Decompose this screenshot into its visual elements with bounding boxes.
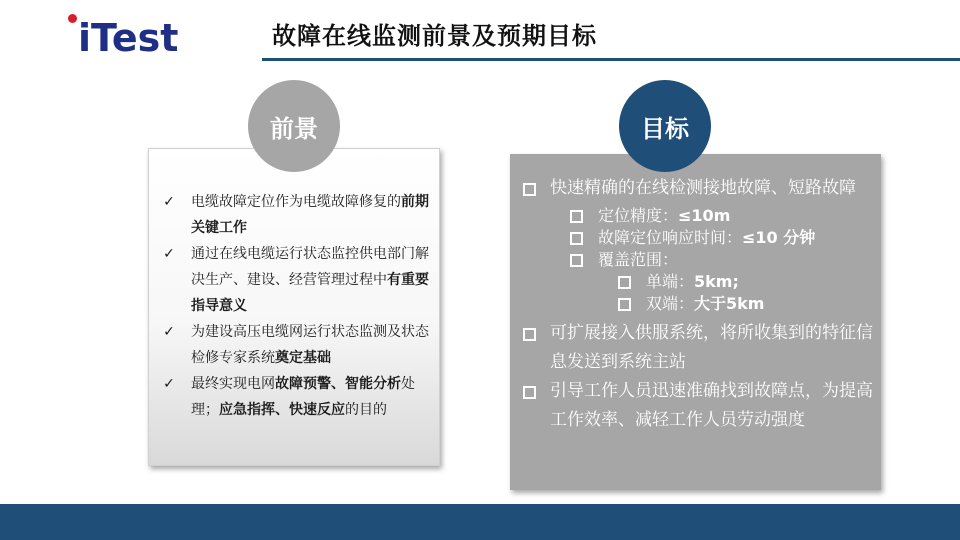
prospect-item-text: 通过在线电缆运行状态监控供电部门解决生产、建设、经营管理过程中 — [191, 246, 429, 288]
prospect-list — [161, 189, 431, 423]
goal-item-level3 — [510, 271, 881, 293]
square-bullet-icon — [570, 232, 583, 245]
checkmark-icon: ✓ — [163, 246, 175, 262]
goal-item-level2 — [510, 205, 881, 227]
logo-dot — [68, 14, 77, 23]
goal-item-value: ≤10m — [678, 206, 731, 225]
square-bullet-icon — [523, 328, 536, 341]
prospect-heading: 前景 — [248, 80, 340, 172]
prospect-item — [161, 319, 431, 371]
goal-item-label: 覆盖范围： — [598, 250, 679, 269]
prospect-item-emphasis: 应急指挥、快速反应 — [219, 402, 345, 418]
prospect-item-text: 处理； — [191, 376, 415, 418]
prospect-item — [161, 371, 431, 423]
goal-item-label: 快速精确的在线检测接地故障、短路故障 — [550, 178, 856, 198]
title-divider — [262, 58, 960, 61]
goal-item-label: 故障定位响应时间： — [598, 228, 743, 247]
logo-text: iTest — [78, 16, 179, 60]
square-bullet-icon — [618, 276, 631, 289]
goal-item-label: 可扩展接入供服系统，将所收集到的特征信息发送到系统主站 — [550, 323, 873, 372]
checkmark-icon: ✓ — [163, 324, 175, 340]
footer-bar — [0, 504, 960, 540]
goal-list — [510, 154, 881, 435]
goal-item-label: 引导工作人员迅速准确找到故障点，为提高工作效率、减轻工作人员劳动强度 — [550, 381, 873, 430]
prospect-item-emphasis: 奠定基础 — [275, 350, 331, 366]
goal-item-level2 — [510, 227, 881, 249]
goal-item-label: 单端： — [646, 272, 695, 291]
goal-heading: 目标 — [619, 80, 711, 172]
goal-item-level2 — [510, 249, 881, 271]
square-bullet-icon — [570, 210, 583, 223]
prospect-item-text: 最终实现电网 — [191, 376, 275, 392]
goal-item-level1 — [510, 377, 881, 435]
prospect-item — [161, 241, 431, 319]
goal-item-label: 双端： — [646, 294, 695, 313]
prospect-item-text: 的目的 — [345, 402, 387, 418]
page-title: 故障在线监测前景及预期目标 — [272, 22, 597, 50]
square-bullet-icon — [523, 183, 536, 196]
prospect-item — [161, 189, 431, 241]
square-bullet-icon — [523, 386, 536, 399]
goal-item-label: 定位精度： — [598, 206, 679, 225]
goal-item-value: ≤10 分钟 — [742, 228, 816, 247]
itest-logo — [68, 12, 178, 62]
prospect-item-emphasis: 有重要指导意义 — [191, 272, 429, 314]
goal-item-level3 — [510, 293, 881, 315]
prospect-item-emphasis: 故障预警、智能分析 — [275, 376, 401, 392]
square-bullet-icon — [570, 254, 583, 267]
checkmark-icon: ✓ — [163, 376, 175, 392]
goal-item-value: 大于5km — [694, 294, 765, 313]
square-bullet-icon — [618, 298, 631, 311]
checkmark-icon: ✓ — [163, 194, 175, 210]
goal-item-level1 — [510, 319, 881, 377]
goal-card — [510, 154, 881, 490]
prospect-item-text: 为建设高压电缆网运行状态监测及状态检修专家系统 — [191, 324, 429, 366]
goal-item-value: 5km; — [694, 272, 739, 291]
prospect-item-emphasis: 前期关键工作 — [191, 194, 429, 236]
prospect-card — [148, 148, 440, 466]
prospect-item-text: 电缆故障定位作为电缆故障修复的 — [191, 194, 401, 210]
goal-item-level1 — [510, 174, 881, 203]
